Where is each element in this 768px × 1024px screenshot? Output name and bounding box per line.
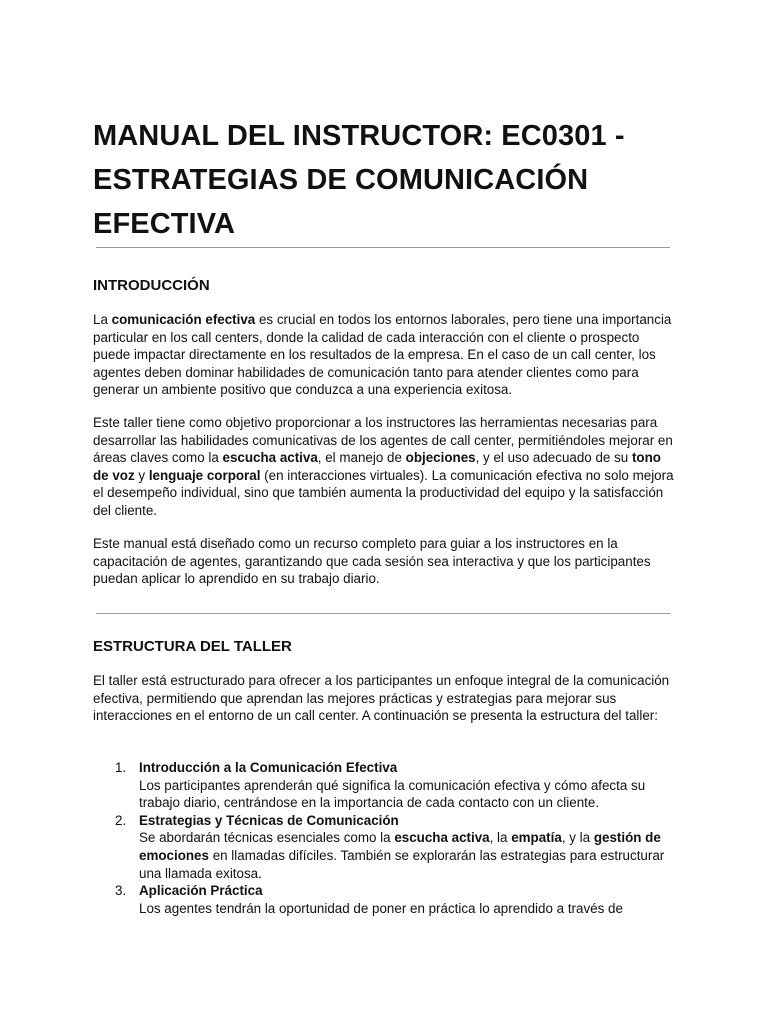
list-item-text: Los participantes aprenderán qué significa la comunicación efectiva y cómo afecta su trabajo diario, centrándose en la importancia de cada contacto con un cliente. xyxy=(139,777,646,811)
intro-paragraph-2 xyxy=(93,414,677,520)
text-run: (en interacciones virtuales). La comunicación efectiva no solo mejora el desempeño individual, sino que también aumenta la productividad del equipo y la satisfacción del cliente. xyxy=(93,467,674,518)
list-item-title: Introducción a la Comunicación Efectiva xyxy=(139,760,398,775)
list-item xyxy=(93,812,677,882)
section-heading-introduction: INTRODUCCIÓN xyxy=(93,277,210,294)
bold-term: lenguaje corporal xyxy=(148,467,261,483)
list-item-text: Los agentes tendrán la oportunidad de poner en práctica lo aprendido a través de xyxy=(139,900,623,916)
divider xyxy=(96,247,670,248)
text-run: es crucial en todos los entornos laborales, pero tiene una importancia particular en los call centers, donde la calidad de cada interacción con el cliente o prospecto puede impactar directamente en los resultados de la empresa. En el caso de un call center, los agentes deben dominar habilidades de comunicación tanto para atender clientes como para generar un ambiente positivo que conduzca a una experiencia exitosa. xyxy=(93,312,672,398)
bold-term: tono de voz xyxy=(93,450,661,483)
bold-term: escucha activa xyxy=(222,450,318,466)
text-run: Se abordarán técnicas esenciales como la xyxy=(139,830,395,846)
bold-term: escucha activa xyxy=(394,830,490,846)
list-number: 3. xyxy=(115,883,127,899)
text-run: Este taller tiene como objetivo proporcionar a los instructores las herramientas necesarias para desarrollar las habilidades comunicativas de los agentes de call center, permitiéndoles mejorar en áreas claves como la xyxy=(93,415,673,466)
structure-list xyxy=(93,759,677,917)
section-heading-structure: ESTRUCTURA DEL TALLER xyxy=(93,638,292,655)
bold-term: comunicación efectiva xyxy=(111,312,256,327)
divider xyxy=(96,613,670,614)
bold-term: gestión de emociones xyxy=(139,830,661,863)
document-title: MANUAL DEL INSTRUCTOR: EC0301 - ESTRATEGIAS DE COMUNICACIÓN EFECTIVA xyxy=(93,120,625,240)
text-run: , la xyxy=(489,830,512,846)
bold-term: objeciones xyxy=(405,450,476,466)
text-run: La xyxy=(93,312,112,327)
list-item-title: Estrategias y Técnicas de Comunicación xyxy=(139,812,399,828)
text-run: , y la xyxy=(561,830,594,846)
list-item xyxy=(93,882,677,917)
list-item-title: Aplicación Práctica xyxy=(139,883,263,899)
bold-term: empatía xyxy=(511,830,562,846)
text-run: , el manejo de xyxy=(317,450,406,466)
list-number: 1. xyxy=(115,760,127,775)
structure-paragraph: El taller está estructurado para ofrecer a los participantes un enfoque integral de la comunicación efectiva, permitiendo que aprendan las mejores prácticas y estrategias para mejorar sus interacciones en el entorno de un call center. A continuación se presenta la estructura del taller: xyxy=(93,673,670,724)
text-run: , y el uso adecuado de su xyxy=(475,450,632,466)
list-item xyxy=(93,759,677,812)
list-number: 2. xyxy=(115,812,127,828)
intro-paragraph-3: Este manual está diseñado como un recurso completo para guiar a los instructores en la capacitación de agentes, garantizando que cada sesión sea interactiva y que los participantes puedan aplicar lo aprendido en su trabajo diario. xyxy=(93,536,651,587)
text-run: y xyxy=(134,467,149,483)
intro-paragraph-1 xyxy=(93,311,677,399)
text-run: en llamadas difíciles. También se explorarán las estrategias para estructurar una llamada exitosa. xyxy=(139,847,665,881)
